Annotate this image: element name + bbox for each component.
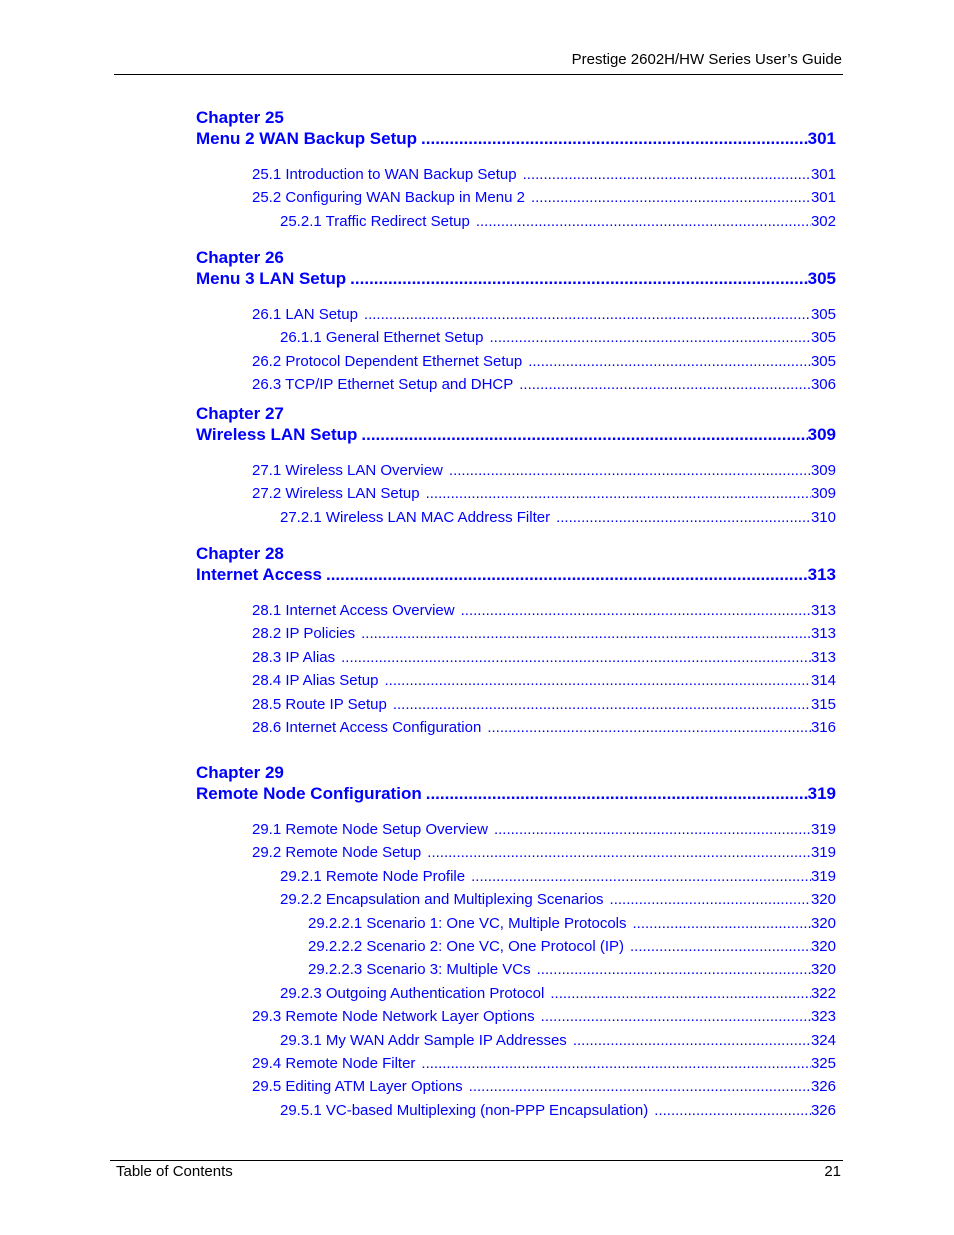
toc-entry-page: 323 — [810, 1008, 836, 1025]
toc-entry[interactable] — [252, 353, 836, 370]
toc-entry[interactable] — [252, 602, 836, 619]
toc-entry-title: 26.2 Protocol Dependent Ethernet Setup — [252, 353, 523, 370]
leader-dots — [537, 961, 811, 978]
toc-entry[interactable] — [280, 509, 836, 526]
chapter-title-link[interactable] — [196, 425, 836, 445]
toc-entry-page: 325 — [810, 1055, 836, 1072]
toc-entry[interactable] — [252, 821, 836, 838]
header-title: Prestige 2602H/HW Series User’s Guide — [571, 51, 842, 68]
toc-entry[interactable] — [252, 719, 836, 736]
toc-entry-title: 29.2 Remote Node Setup — [252, 844, 422, 861]
toc-entry[interactable] — [252, 462, 836, 479]
leader-dots — [471, 868, 811, 885]
leader-dots — [361, 425, 807, 445]
toc-entry-page: 320 — [810, 938, 836, 955]
toc-entry[interactable] — [252, 649, 836, 666]
chapter-page-number: 309 — [807, 425, 836, 444]
toc-entry-page: 306 — [810, 376, 836, 393]
toc-entry[interactable] — [280, 1102, 836, 1119]
leader-dots — [426, 784, 808, 804]
toc-entry-title: 26.3 TCP/IP Ethernet Setup and DHCP — [252, 376, 514, 393]
toc-entry-page: 322 — [810, 985, 836, 1002]
chapter-title: Remote Node Configuration — [196, 784, 422, 803]
leader-dots — [421, 1055, 811, 1072]
toc-entry-title: 29.2.2.2 Scenario 2: One VC, One Protocol (IP) — [308, 938, 624, 955]
page-footer — [110, 1160, 843, 1180]
toc-entry-page: 305 — [810, 329, 836, 346]
toc-entry-page: 305 — [810, 306, 836, 323]
toc-entry[interactable] — [280, 868, 836, 885]
toc-entry-page: 309 — [810, 462, 836, 479]
toc-entry[interactable] — [308, 961, 836, 978]
chapter-title-link[interactable] — [196, 269, 836, 289]
toc-entry-page: 324 — [810, 1032, 836, 1049]
chapter-title: Menu 3 LAN Setup — [196, 269, 347, 288]
toc-entry-page: 314 — [810, 672, 836, 689]
leader-dots — [427, 844, 811, 861]
toc-entry-title: 28.5 Route IP Setup — [252, 696, 387, 713]
leader-dots — [341, 649, 811, 666]
leader-dots — [633, 915, 811, 932]
chapter-label[interactable]: Chapter 29 — [196, 763, 284, 782]
chapter-page-number: 305 — [807, 269, 836, 288]
toc-entry-title: 29.2.2.1 Scenario 1: One VC, Multiple Protocols — [308, 915, 627, 932]
toc-entry[interactable] — [252, 376, 836, 393]
toc-entry-title: 27.2 Wireless LAN Setup — [252, 485, 420, 502]
leader-dots — [449, 462, 811, 479]
toc-entry-title: 29.1 Remote Node Setup Overview — [252, 821, 488, 838]
toc-entry-page: 319 — [810, 844, 836, 861]
chapter-title: Internet Access — [196, 565, 322, 584]
chapter-title-link[interactable] — [196, 784, 836, 804]
toc-entry[interactable] — [252, 672, 836, 689]
toc-entry-page: 313 — [810, 625, 836, 642]
toc-entry-page: 326 — [810, 1078, 836, 1095]
toc-entry[interactable] — [252, 306, 836, 323]
leader-dots — [528, 353, 811, 370]
toc-entry-title: 27.2.1 Wireless LAN MAC Address Filter — [280, 509, 551, 526]
leader-dots — [476, 213, 811, 230]
toc-entry-page: 309 — [810, 485, 836, 502]
toc-entry-title: 28.6 Internet Access Configuration — [252, 719, 482, 736]
toc-entry-page: 305 — [810, 353, 836, 370]
toc-entry[interactable] — [308, 915, 836, 932]
toc-entry-title: 28.3 IP Alias — [252, 649, 336, 666]
chapter-page-number: 319 — [807, 784, 836, 803]
leader-dots — [326, 565, 808, 585]
toc-entry-title: 29.5 Editing ATM Layer Options — [252, 1078, 463, 1095]
leader-dots — [523, 166, 811, 183]
leader-dots — [426, 485, 811, 502]
toc-entry[interactable] — [280, 213, 836, 230]
leader-dots — [393, 696, 811, 713]
leader-dots — [494, 821, 811, 838]
toc-entry-title: 29.3 Remote Node Network Layer Options — [252, 1008, 535, 1025]
toc-entry-title: 25.2 Configuring WAN Backup in Menu 2 — [252, 189, 525, 206]
toc-entry-page: 319 — [810, 868, 836, 885]
chapter-title: Menu 2 WAN Backup Setup — [196, 129, 418, 148]
toc-entry[interactable] — [252, 1055, 836, 1072]
chapter-title-link[interactable] — [196, 129, 836, 149]
toc-entry[interactable] — [280, 329, 836, 346]
footer-section-title: Table of Contents — [116, 1163, 233, 1180]
toc-entry[interactable] — [252, 485, 836, 502]
toc-entry-page: 316 — [810, 719, 836, 736]
toc-entry-page: 301 — [810, 166, 836, 183]
toc-entry[interactable] — [308, 938, 836, 955]
toc-entry-title: 28.2 IP Policies — [252, 625, 356, 642]
chapter-title-link[interactable] — [196, 565, 836, 585]
toc-entry-title: 29.3.1 My WAN Addr Sample IP Addresses — [280, 1032, 567, 1049]
leader-dots — [556, 509, 811, 526]
toc-entry-title: 26.1 LAN Setup — [252, 306, 358, 323]
toc-entry-page: 326 — [810, 1102, 836, 1119]
leader-dots — [361, 625, 811, 642]
toc-entry-title: 29.2.2.3 Scenario 3: Multiple VCs — [308, 961, 531, 978]
toc-entry-page: 313 — [810, 602, 836, 619]
leader-dots — [531, 189, 811, 206]
toc-entry[interactable] — [252, 166, 836, 183]
leader-dots — [461, 602, 811, 619]
leader-dots — [550, 985, 811, 1002]
toc-entry-title: 29.2.1 Remote Node Profile — [280, 868, 466, 885]
toc-entry-title: 28.4 IP Alias Setup — [252, 672, 379, 689]
toc-entry[interactable] — [280, 985, 836, 1002]
leader-dots — [573, 1032, 811, 1049]
leader-dots — [489, 329, 810, 346]
toc-entry[interactable] — [280, 891, 836, 908]
chapter-title: Wireless LAN Setup — [196, 425, 358, 444]
toc-entry[interactable] — [252, 1078, 836, 1095]
chapter-label[interactable]: Chapter 28 — [196, 544, 284, 563]
toc-entry-title: 28.1 Internet Access Overview — [252, 602, 455, 619]
toc-entry[interactable] — [280, 1032, 836, 1049]
toc-entry-page: 315 — [810, 696, 836, 713]
leader-dots — [469, 1078, 811, 1095]
leader-dots — [541, 1008, 811, 1025]
toc-entry-title: 25.1 Introduction to WAN Backup Setup — [252, 166, 517, 183]
toc-entry[interactable] — [252, 844, 836, 861]
leader-dots — [487, 719, 811, 736]
toc-entry-page: 313 — [810, 649, 836, 666]
leader-dots — [384, 672, 810, 689]
leader-dots — [421, 129, 808, 149]
toc-entry-page: 320 — [810, 961, 836, 978]
toc-entry[interactable] — [252, 696, 836, 713]
toc-entry-page: 320 — [810, 915, 836, 932]
toc-entry[interactable] — [252, 1008, 836, 1025]
toc-entry[interactable] — [252, 189, 836, 206]
toc-entry[interactable] — [252, 625, 836, 642]
toc-entry-page: 310 — [810, 509, 836, 526]
toc-entry-title: 29.2.2 Encapsulation and Multiplexing Scenarios — [280, 891, 604, 908]
chapter-label[interactable]: Chapter 26 — [196, 248, 284, 267]
toc-entry-page: 320 — [810, 891, 836, 908]
footer-page-number: 21 — [824, 1163, 841, 1180]
toc-entry-title: 29.4 Remote Node Filter — [252, 1055, 416, 1072]
chapter-page-number: 301 — [807, 129, 836, 148]
chapter-page-number: 313 — [807, 565, 836, 584]
toc-entry-page: 319 — [810, 821, 836, 838]
leader-dots — [610, 891, 811, 908]
toc-entry-page: 302 — [810, 213, 836, 230]
toc-entry-title: 29.2.3 Outgoing Authentication Protocol — [280, 985, 545, 1002]
leader-dots — [654, 1102, 811, 1119]
leader-dots — [630, 938, 811, 955]
toc-entry-title: 29.5.1 VC-based Multiplexing (non-PPP Encapsulation) — [280, 1102, 649, 1119]
toc-entry-title: 26.1.1 General Ethernet Setup — [280, 329, 484, 346]
leader-dots — [350, 269, 807, 289]
toc-entry-title: 25.2.1 Traffic Redirect Setup — [280, 213, 470, 230]
leader-dots — [519, 376, 811, 393]
toc-entry-title: 27.1 Wireless LAN Overview — [252, 462, 443, 479]
toc-entry-page: 301 — [810, 189, 836, 206]
chapter-label[interactable]: Chapter 27 — [196, 404, 284, 423]
chapter-label[interactable]: Chapter 25 — [196, 108, 284, 127]
leader-dots — [364, 306, 811, 323]
